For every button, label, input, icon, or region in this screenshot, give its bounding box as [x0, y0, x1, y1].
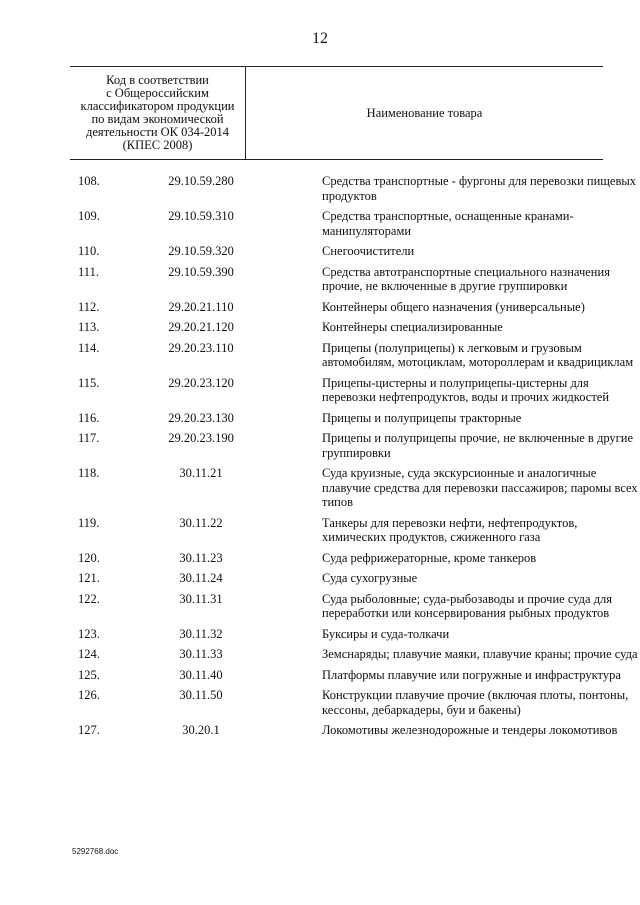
row-name: Платформы плавучие или погружные и инфраструктура [322, 667, 621, 682]
row-name: Суда круизные, суда экскурсионные и аналогичные плавучие средства для перевозки пассажиров; паромы всех типов [322, 466, 638, 509]
row-name: Снегоочистители [322, 244, 415, 258]
row-name: Прицепы и полуприцепы прочие, не включенные в другие группировки [322, 431, 634, 460]
row-name: Средства транспортные - фургоны для перевозки пищевых продуктов [322, 174, 637, 203]
header-code-label: Код в соответствии с Общероссийским классификатором продукции по видам экономической деятельности ОК 034-2014 (КПЕС 2008) [80, 73, 235, 152]
table-row [0, 647, 640, 662]
row-code: 30.11.50 [179, 688, 223, 702]
row-num: 127. [78, 723, 100, 737]
row-code: 30.11.31 [179, 591, 223, 606]
row-name: Буксиры и суда-толкачи [322, 626, 450, 641]
row-code: 29.20.21.120 [168, 320, 234, 334]
table-row [0, 209, 640, 238]
row-code: 29.10.59.310 [168, 209, 234, 223]
row-num: 118. [78, 466, 100, 480]
row-code: 29.10.59.280 [168, 174, 234, 188]
row-code: 29.20.23.110 [168, 340, 234, 355]
row-code: 29.20.23.130 [168, 410, 234, 425]
table-row [0, 571, 640, 586]
row-num: 114. [78, 340, 100, 355]
row-num: 122. [78, 591, 100, 606]
row-name: Суда рыболовные; суда-рыбозаводы и прочие суда для переработки или консервирования рыбных продуктов [322, 591, 613, 620]
table-body [0, 174, 640, 744]
table-row [0, 688, 640, 717]
row-name: Земснаряды; плавучие маяки, плавучие краны; прочие суда [322, 647, 638, 661]
footer-filename: 5292768.doc [72, 847, 119, 856]
row-code: 30.11.22 [179, 515, 223, 530]
table-row [0, 723, 640, 738]
row-code: 29.10.59.320 [168, 244, 234, 258]
row-name: Суда сухогрузные [322, 571, 418, 585]
table-row [0, 592, 640, 621]
row-num: 121. [78, 571, 100, 585]
row-num: 109. [78, 209, 100, 223]
row-name: Прицепы (полуприцепы) к легковым и грузовым автомобилям, мотоциклам, мотороллерам и квадрициклам [322, 340, 634, 369]
row-code: 30.11.33 [179, 647, 223, 661]
row-code: 30.11.24 [179, 571, 223, 585]
row-num: 112. [78, 299, 100, 314]
table-row [0, 668, 640, 683]
row-name: Локомотивы железнодорожные и тендеры локомотивов [322, 723, 618, 737]
row-name: Прицепы и полуприцепы тракторные [322, 410, 522, 425]
row-code: 30.20.1 [182, 723, 220, 737]
row-code: 30.11.23 [179, 550, 223, 565]
table-header [70, 66, 603, 160]
row-num: 113. [78, 320, 100, 334]
table-row [0, 376, 640, 405]
row-num: 126. [78, 688, 100, 702]
table-row [0, 627, 640, 642]
header-name-label: Наименование товара [366, 105, 483, 120]
table-row [0, 411, 640, 426]
row-code: 29.20.23.120 [168, 375, 234, 390]
row-name: Прицепы-цистерны и полуприцепы-цистерны для перевозки нефтепродуктов, воды и прочих жидкостей [322, 375, 610, 404]
row-name: Танкеры для перевозки нефти, нефтепродуктов, химических продуктов, сжиженного газа [322, 515, 578, 544]
table-row [0, 516, 640, 545]
row-name: Конструкции плавучие прочие (включая плоты, понтоны, кессоны, дебаркадеры, буи и бакены) [322, 688, 629, 717]
table-row [0, 265, 640, 294]
table-row [0, 174, 640, 203]
header-code-column [70, 67, 246, 159]
row-name: Суда рефрижераторные, кроме танкеров [322, 550, 537, 565]
row-code: 30.11.21 [179, 466, 223, 480]
row-num: 116. [78, 410, 100, 425]
row-name: Контейнеры специализированные [322, 320, 503, 334]
row-num: 115. [78, 375, 100, 390]
row-code: 29.10.59.390 [168, 264, 234, 279]
row-code: 30.11.32 [179, 626, 223, 641]
table-row [0, 320, 640, 335]
table-row [0, 300, 640, 315]
row-num: 108. [78, 174, 100, 188]
row-num: 120. [78, 550, 100, 565]
row-name: Средства транспортные, оснащенные кранами-манипуляторами [322, 209, 574, 238]
header-name-column [246, 67, 603, 159]
table-row [0, 341, 640, 370]
row-code: 29.20.23.190 [168, 431, 234, 445]
row-name: Контейнеры общего назначения (универсальные) [322, 299, 585, 314]
row-num: 119. [78, 515, 100, 530]
table-row [0, 551, 640, 566]
row-num: 117. [78, 431, 100, 445]
row-code: 30.11.40 [179, 667, 223, 682]
row-num: 125. [78, 667, 100, 682]
row-num: 123. [78, 626, 100, 641]
row-num: 111. [78, 264, 99, 279]
row-num: 110. [78, 244, 100, 258]
row-name: Средства автотранспортные специального назначения прочие, не включенные в другие группировки [322, 264, 610, 293]
table-row [0, 244, 640, 259]
table-row [0, 466, 640, 510]
row-num: 124. [78, 647, 100, 661]
page-number: 12 [312, 30, 328, 47]
table-row [0, 431, 640, 460]
row-code: 29.20.21.110 [168, 299, 234, 314]
